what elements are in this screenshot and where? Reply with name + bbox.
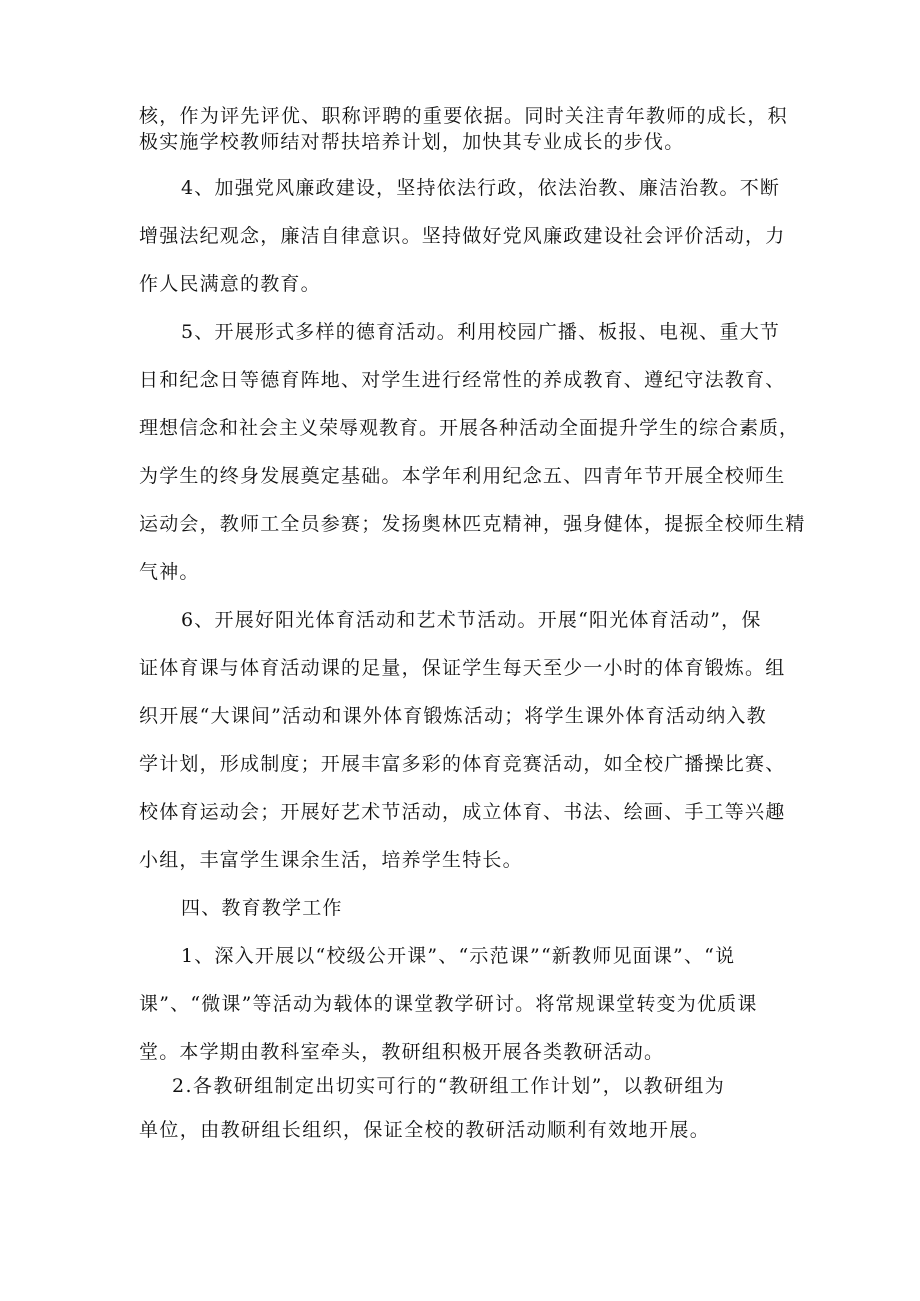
text-line: 运动会，教师工全员参赛；发扬奥林匹克精神，强身健体，提振全校师生精: [139, 513, 806, 535]
text-line: 小组，丰富学生课余生活，培养学生特长。: [139, 849, 523, 871]
text-line: 理想信念和社会主义荣辱观教育。开展各种活动全面提升学生的综合素质，: [139, 417, 800, 439]
text-line: 作人民满意的教育。: [139, 273, 321, 295]
text-line: 6、开展好阳光体育活动和艺术节活动。开展“阳光体育活动”，保: [181, 609, 762, 631]
text-line: 增强法纪观念，廉洁自律意识。坚持做好党风廉政建设社会评价活动，力: [139, 225, 786, 247]
text-line: 单位，由教研组长组织，保证全校的教研活动顺利有效地开展。: [139, 1119, 711, 1141]
text-line: 日和纪念日等德育阵地、对学生进行经常性的养成教育、遵纪守法教育、: [139, 369, 786, 391]
text-line: 2.各教研组制定出切实可行的“教研组工作计划”，以教研组为: [172, 1075, 726, 1097]
text-line: 课”、“微课”等活动为载体的课堂教学研讨。将常规课堂转变为优质课: [139, 993, 758, 1015]
text-line: 学计划，形成制度；开展丰富多彩的体育竞赛活动，如全校广播操比赛、: [139, 753, 786, 775]
text-line: 证体育课与体育活动课的足量，保证学生每天至少一小时的体育锻炼。组: [139, 657, 786, 679]
text-line: 织开展“大课间”活动和课外体育锻炼活动；将学生课外体育活动纳入教: [139, 705, 767, 727]
text-line: 极实施学校教师结对帮扶培养计划，加快其专业成长的步伐。: [139, 131, 685, 153]
text-line: 为学生的终身发展奠定基础。本学年利用纪念五、四青年节开展全校师生: [139, 465, 786, 487]
text-line: 堂。本学期由教科室牵头，教研组积极开展各类教研活动。: [139, 1041, 665, 1063]
text-line: 4、加强党风廉政建设，坚持依法行政，依法治教、廉洁治教。不断: [181, 177, 781, 199]
text-line: 5、开展形式多样的德育活动。利用校园广播、板报、电视、重大节: [181, 321, 781, 343]
text-line: 气神。: [139, 561, 200, 583]
text-line: 校体育运动会；开展好艺术节活动，成立体育、书法、绘画、手工等兴趣: [139, 801, 786, 823]
text-line: 核，作为评先评优、职称评聘的重要依据。同时关注青年教师的成长，积: [139, 105, 788, 127]
section-heading: 四、教育教学工作: [181, 897, 343, 919]
text-line: 1、深入开展以“校级公开课”、“示范课”“新教师见面课”、“说: [181, 945, 736, 967]
